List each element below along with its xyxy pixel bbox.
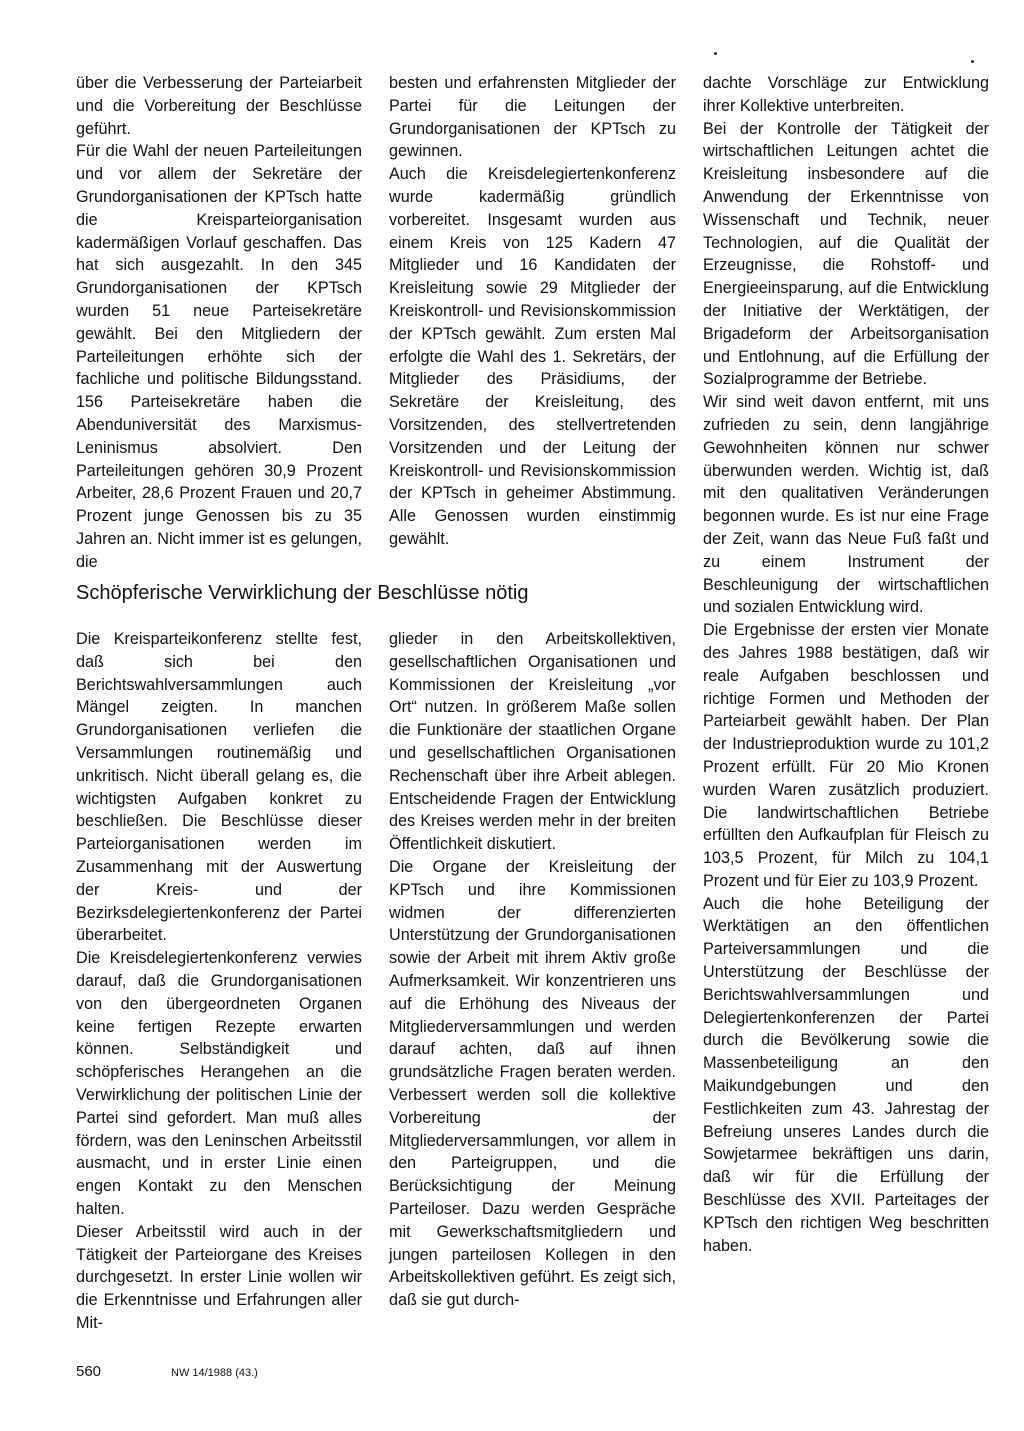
paragraph: Die Kreisparteikonferenz stellte fest, daß sich bei den Berichtswahlversammlungen auch Mängel zeigten. In manchen Grundorganisationen verliefen die Versammlungen routinemäßig und unkritisch. Nicht überall gelang es, die wichtigsten Aufgaben konkret zu beschließen. Die Beschlüsse dieser Parteiorganisationen werden im Zusammenhang mit der Auswertung der Kreis- und der Bezirksdelegiertenkonferenz der Partei überarbeitet. — [76, 630, 362, 945]
paragraph: Dieser Arbeitsstil wird auch in der Tätigkeit der Parteiorgane des Kreises durchgesetzt. In erster Linie wollen wir die Erkenntnisse und Erfahrungen aller Mit- — [76, 1222, 362, 1332]
column-top-middle — [389, 72, 676, 551]
column-top-left — [76, 72, 362, 574]
paragraph: besten und erfahrensten Mitglieder der Partei für die Leitungen der Grundorganisationen der KPTsch zu gewinnen. — [389, 74, 676, 161]
paragraph: Die Organe der Kreisleitung der KPTsch und ihre Kommissionen widmen der differenzierten Unterstützung der Grundorganisationen sowie der Arbeit mit ihrem Aktiv große Aufmerksamkeit. Wir konzentrieren uns auf die Erhöhung des Niveaus der Mitgliederversammlungen und werden darauf achten, daß auf ihnen grundsätzliche Fragen beraten werden. Verbessert werden soll die kollektive Vorbereitung der Mitgliederversammlungen, vor allem in den Parteigruppen, und die Berücksichtigung der Meinung Parteiloser. Dazu werden Gespräche mit Gewerkschaftsmitgliedern und jungen parteilosen Kollegen in den Arbeitskollektiven geführt. Es zeigt sich, daß sie gut durch- — [389, 857, 676, 1310]
page-number: 560 — [76, 1363, 102, 1380]
paragraph: dachte Vorschläge zur Entwicklung ihrer Kollektive unterbreiten. — [703, 74, 989, 115]
paragraph: Wir sind weit davon entfernt, mit uns zufrieden zu sein, denn langjährige Gewohnheiten können nur schwer überwunden werden. Wichtig ist, daß mit den qualitativen Veränderungen begonnen wurde. Es ist nur eine Frage der Zeit, wann das Neue Fuß faßt und zu einem Instrument der Beschleunigung der wirtschaftlichen und sozialen Entwicklung wird. — [703, 393, 989, 617]
column-bottom-middle — [389, 628, 676, 1312]
scan-speck — [714, 52, 717, 55]
paragraph: Für die Wahl der neuen Parteileitungen und vor allem der Sekretäre der Grundorganisationen der KPTsch hatte die Kreisparteiorganisation kadermäßigen Vorlauf geschaffen. Das hat sich ausgezahlt. In den 345 Grundorganisationen der KPTsch wurden 51 neue Parteisekretäre gewählt. Bei den Mitgliedern der Parteileitungen erhöhte sich der fachliche und politische Bildungsstand. 156 Parteisekretäre haben die Abenduniversität des Marxismus-Leninismus absolviert. Den Parteileitungen gehören 30,9 Prozent Arbeiter, 28,6 Prozent Frauen und 20,7 Prozent junge Genossen bis zu 35 Jahren an. Nicht immer ist es gelungen, die — [76, 142, 362, 571]
page-footer — [76, 1362, 258, 1383]
paragraph: Auch die hohe Beteiligung der Werktätigen an den öffentlichen Parteiversammlungen und die Unterstützung der Beschlüsse der Berichtswahlversammlungen und Delegiertenkonferenzen der Partei durch die Bevölkerung sowie die Massenbeteiligung an den Maikundgebungen und den Festlichkeiten zum 43. Jahrestag der Befreiung unseres Landes durch die Sowjetarmee bekräftigen uns darin, daß wir für die Erfüllung der Beschlüsse des XVII. Parteitages der KPTsch den richtigen Weg beschritten haben. — [703, 894, 989, 1255]
issue-reference: NW 14/1988 (43.) — [171, 1367, 258, 1379]
column-right — [703, 72, 989, 1257]
column-bottom-left — [76, 628, 362, 1335]
paragraph: über die Verbesserung der Parteiarbeit und die Vorbereitung der Beschlüsse geführt. — [76, 74, 362, 138]
paragraph: Die Ergebnisse der ersten vier Monate des Jahres 1988 bestätigen, daß wir reale Aufgaben beschlossen und richtige Formen und Methoden der Parteiarbeit gewählt haben. Der Plan der Industrieproduktion wurde zu 101,2 Prozent erfüllt. Für 20 Mio Kronen wurden Waren zusätzlich produziert. Die landwirtschaftlichen Betriebe erfüllten den Aufkaufplan für Fleisch zu 103,5 Prozent, für Milch zu 104,1 Prozent und für Eier zu 103,9 Prozent. — [703, 621, 989, 890]
paragraph: Die Kreisdelegiertenkonferenz verwies darauf, daß die Grundorganisationen von den übergeordneten Organen keine fertigen Rezepte erwarten können. Selbständigkeit und schöpferisches Herangehen an die Verwirklichung der politischen Linie der Partei sind gefordert. Man muß alles fördern, was den Leninschen Arbeitsstil ausmacht, und in erster Linie einen engen Kontakt zu den Menschen halten. — [76, 949, 362, 1218]
scan-speck — [971, 60, 974, 63]
paragraph: Auch die Kreisdelegiertenkonferenz wurde kadermäßig gründlich vorbereitet. Insgesamt wurden aus einem Kreis von 125 Kadern 47 Mitglieder und 16 Kandidaten der Kreisleitung sowie 29 Mitglieder der Kreiskontroll- und Revisionskommission der KPTsch gewählt. Zum ersten Mal erfolgte die Wahl des 1. Sekretärs, der Mitglieder des Präsidiums, der Sekretäre der Kreisleitung, des Vorsitzenden, des stellvertretenden Vorsitzenden und der Leitung der Kreiskontroll- und Revisionskommission der KPTsch in geheimer Abstimmung. Alle Genossen wurden einstimmig gewählt. — [389, 165, 676, 548]
paragraph: Bei der Kontrolle der Tätigkeit der wirtschaftlichen Leitungen achtet die Kreisleitung insbesondere auf die Anwendung der Erkenntnisse von Wissenschaft und Technik, neuer Technologien, auf die Qualität der Erzeugnisse, die Rohstoff- und Energieeinsparung, auf die Entwicklung der Initiative der Werktätigen, der Brigadeform der Arbeitsorganisation und Entlohnung, auf die Erfüllung der Sozialprogramme der Betriebe. — [703, 119, 989, 389]
paragraph: glieder in den Arbeitskollektiven, gesellschaftlichen Organisationen und Kommissionen der Kreisleitung „vor Ort“ nutzen. In größerem Maße sollen die Funktionäre der staatlichen Organe und gesellschaftlichen Organisationen Rechenschaft über ihre Arbeit ablegen. Entscheidende Fragen der Entwicklung des Kreises werden mehr in der breiten Öffentlichkeit diskutiert. — [389, 630, 676, 854]
section-heading: Schöpferische Verwirklichung der Beschlüsse nötig — [76, 582, 529, 604]
